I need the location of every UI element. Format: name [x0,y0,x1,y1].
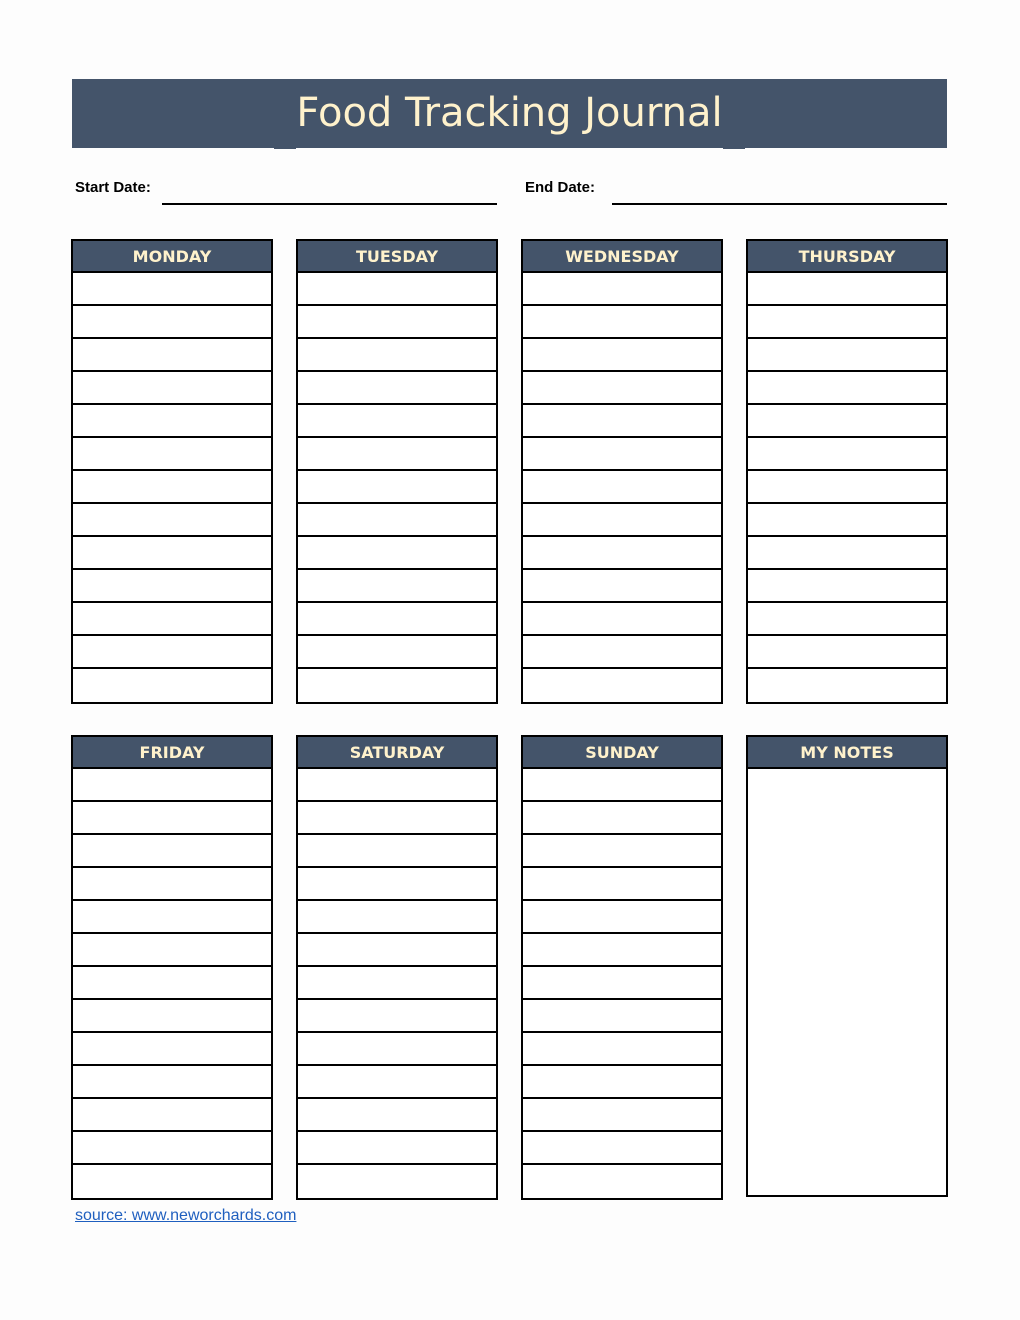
entry-row[interactable] [523,636,721,669]
entry-row[interactable] [523,471,721,504]
day-column-monday [71,239,273,704]
entry-row[interactable] [523,504,721,537]
day-column-friday [71,735,273,1200]
entry-row[interactable] [523,570,721,603]
entry-row[interactable] [298,1099,496,1132]
end-date-field[interactable] [612,203,947,205]
entry-row[interactable] [298,339,496,372]
entry-row[interactable] [748,471,946,504]
entry-row[interactable] [298,1000,496,1033]
entry-row[interactable] [298,835,496,868]
entry-row[interactable] [523,934,721,967]
entry-row[interactable] [523,306,721,339]
entry-row[interactable] [298,438,496,471]
day-header: MONDAY [73,241,271,273]
entry-row[interactable] [748,372,946,405]
entry-row[interactable] [748,570,946,603]
entry-row[interactable] [73,273,271,306]
entry-row[interactable] [298,471,496,504]
entry-row[interactable] [523,1165,721,1198]
entry-row[interactable] [748,603,946,636]
entry-row[interactable] [298,1132,496,1165]
entry-row[interactable] [73,934,271,967]
entry-row[interactable] [298,1066,496,1099]
entry-row[interactable] [298,306,496,339]
day-rows [73,273,271,702]
day-header: TUESDAY [298,241,496,273]
entry-row[interactable] [73,868,271,901]
entry-row[interactable] [523,901,721,934]
entry-row[interactable] [298,868,496,901]
entry-row[interactable] [73,1099,271,1132]
entry-row[interactable] [73,802,271,835]
day-column-thursday [746,239,948,704]
entry-row[interactable] [73,570,271,603]
entry-row[interactable] [523,669,721,702]
entry-row[interactable] [523,769,721,802]
entry-row[interactable] [73,339,271,372]
entry-row[interactable] [748,306,946,339]
entry-row[interactable] [298,537,496,570]
entry-row[interactable] [748,273,946,306]
entry-row[interactable] [298,504,496,537]
entry-row[interactable] [73,504,271,537]
day-rows [73,769,271,1198]
entry-row[interactable] [523,1066,721,1099]
entry-row[interactable] [298,901,496,934]
day-rows [523,273,721,702]
start-date-field[interactable] [162,203,497,205]
entry-row[interactable] [523,835,721,868]
title-bar [72,79,947,148]
entry-row[interactable] [73,669,271,702]
notes-area[interactable] [748,769,946,1195]
entry-row[interactable] [73,372,271,405]
entry-row[interactable] [73,769,271,802]
day-column-tuesday [296,239,498,704]
entry-row[interactable] [748,438,946,471]
notes-header: MY NOTES [748,737,946,769]
entry-row[interactable] [73,967,271,1000]
day-column-wednesday [521,239,723,704]
day-rows [298,273,496,702]
entry-row[interactable] [73,306,271,339]
title-decoration-left [274,146,296,149]
entry-row[interactable] [73,1033,271,1066]
entry-row[interactable] [523,1033,721,1066]
entry-row[interactable] [523,405,721,438]
entry-row[interactable] [748,504,946,537]
entry-row[interactable] [523,537,721,570]
entry-row[interactable] [73,835,271,868]
notes-column [746,735,948,1197]
entry-row[interactable] [298,1033,496,1066]
entry-row[interactable] [523,438,721,471]
title-decoration-right [723,146,745,149]
entry-row[interactable] [523,1000,721,1033]
entry-row[interactable] [523,372,721,405]
source-link[interactable]: source: www.neworchards.com [75,1207,297,1224]
entry-row[interactable] [523,868,721,901]
entry-row[interactable] [298,405,496,438]
entry-row[interactable] [298,769,496,802]
day-rows [298,769,496,1198]
entry-row[interactable] [523,273,721,306]
entry-row[interactable] [523,339,721,372]
entry-row[interactable] [523,1099,721,1132]
entry-row[interactable] [748,405,946,438]
day-rows [748,273,946,702]
start-date-label: Start Date: [75,179,151,196]
entry-row[interactable] [748,669,946,702]
day-rows [523,769,721,1198]
entry-row[interactable] [748,636,946,669]
day-column-sunday [521,735,723,1200]
entry-row[interactable] [298,636,496,669]
entry-row[interactable] [73,471,271,504]
entry-row[interactable] [73,603,271,636]
entry-row[interactable] [298,802,496,835]
entry-row[interactable] [523,802,721,835]
day-header: THURSDAY [748,241,946,273]
entry-row[interactable] [73,1132,271,1165]
entry-row[interactable] [73,1066,271,1099]
day-column-saturday [296,735,498,1200]
entry-row[interactable] [298,967,496,1000]
end-date-label: End Date: [525,179,596,196]
entry-row[interactable] [298,1165,496,1198]
entry-row[interactable] [298,603,496,636]
entry-row[interactable] [748,537,946,570]
entry-row[interactable] [73,438,271,471]
entry-row[interactable] [523,967,721,1000]
entry-row[interactable] [298,273,496,306]
entry-row[interactable] [73,537,271,570]
entry-row[interactable] [523,603,721,636]
entry-row[interactable] [73,405,271,438]
entry-row[interactable] [73,901,271,934]
entry-row[interactable] [73,1165,271,1198]
entry-row[interactable] [298,934,496,967]
day-header: SUNDAY [523,737,721,769]
entry-row[interactable] [298,570,496,603]
entry-row[interactable] [73,1000,271,1033]
day-header: FRIDAY [73,737,271,769]
entry-row[interactable] [298,372,496,405]
page-title: Food Tracking Journal [296,89,723,136]
entry-row[interactable] [298,669,496,702]
entry-row[interactable] [73,636,271,669]
entry-row[interactable] [523,1132,721,1165]
day-header: SATURDAY [298,737,496,769]
day-header: WEDNESDAY [523,241,721,273]
entry-row[interactable] [748,339,946,372]
